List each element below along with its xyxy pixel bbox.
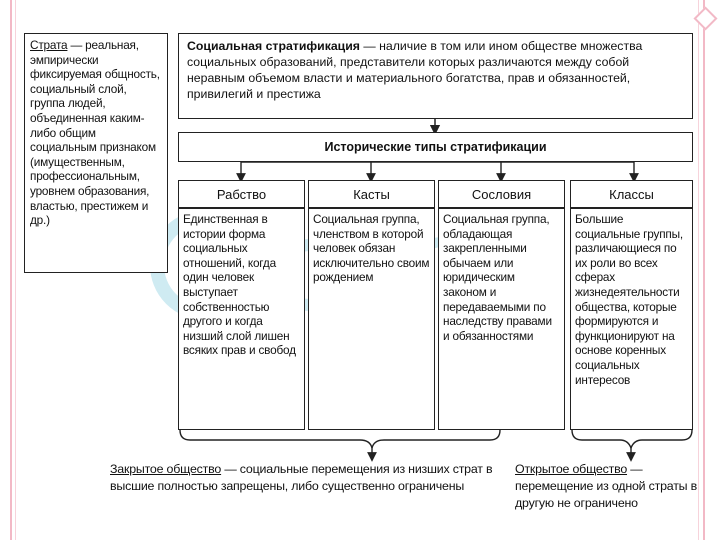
strata-text: — реальная, эмпирически фиксируемая общность, социальный слой, группа людей, объединенная каким-либо общим социальным признаком (имущественным, профессиональным, уровнем образования, властью, престижем и др.) [30, 38, 160, 228]
stratification-term: Социальная стратификация [187, 39, 360, 53]
closed-society-term: Закрытое общество [110, 462, 222, 476]
type-desc-slavery: Единственная в истории форма социальных отношений, когда один человек выступает собственностью другого и когда низший слой лишен всяких прав и свобод [178, 208, 305, 430]
historic-types-header: Исторические типы стратификации [178, 132, 693, 162]
open-society-text [515, 461, 700, 512]
open-society-desc: — перемещение из одной страты в другую не ограничено [515, 462, 698, 510]
stratification-definition-box [178, 33, 693, 119]
type-desc-classes: Большие социальные группы, различающиеся по их роли во всех сферах жизнедеятельности общества, которые формируются и функционируют на основе коренных социальных интересов [570, 208, 693, 430]
strata-term: Страта [30, 38, 68, 52]
closed-society-desc: — социальные перемещения из низших страт в высшие полностью запрещены, либо существенно ограничены [110, 462, 493, 493]
stratification-text: — наличие в том или ином обществе множества социальных образований, представители которых различаются между собой неравным объемом власти и материального богатства, прав и обязанностей, привилегий и престижа [187, 39, 643, 101]
type-header-estates: Сословия [438, 180, 565, 208]
type-header-slavery: Рабство [178, 180, 305, 208]
strata-definition-box [24, 33, 168, 273]
type-desc-castes: Социальная группа, членством в которой человек обязан исключительно своим рождением [308, 208, 435, 430]
type-header-classes: Классы [570, 180, 693, 208]
type-header-castes: Касты [308, 180, 435, 208]
open-society-term: Открытое общество [515, 462, 628, 476]
closed-society-text [110, 461, 505, 495]
type-desc-estates: Социальная группа, обладающая закрепленными обычаем или юридическим законом и передаваемыми по наследству правами и обязанностями [438, 208, 565, 430]
